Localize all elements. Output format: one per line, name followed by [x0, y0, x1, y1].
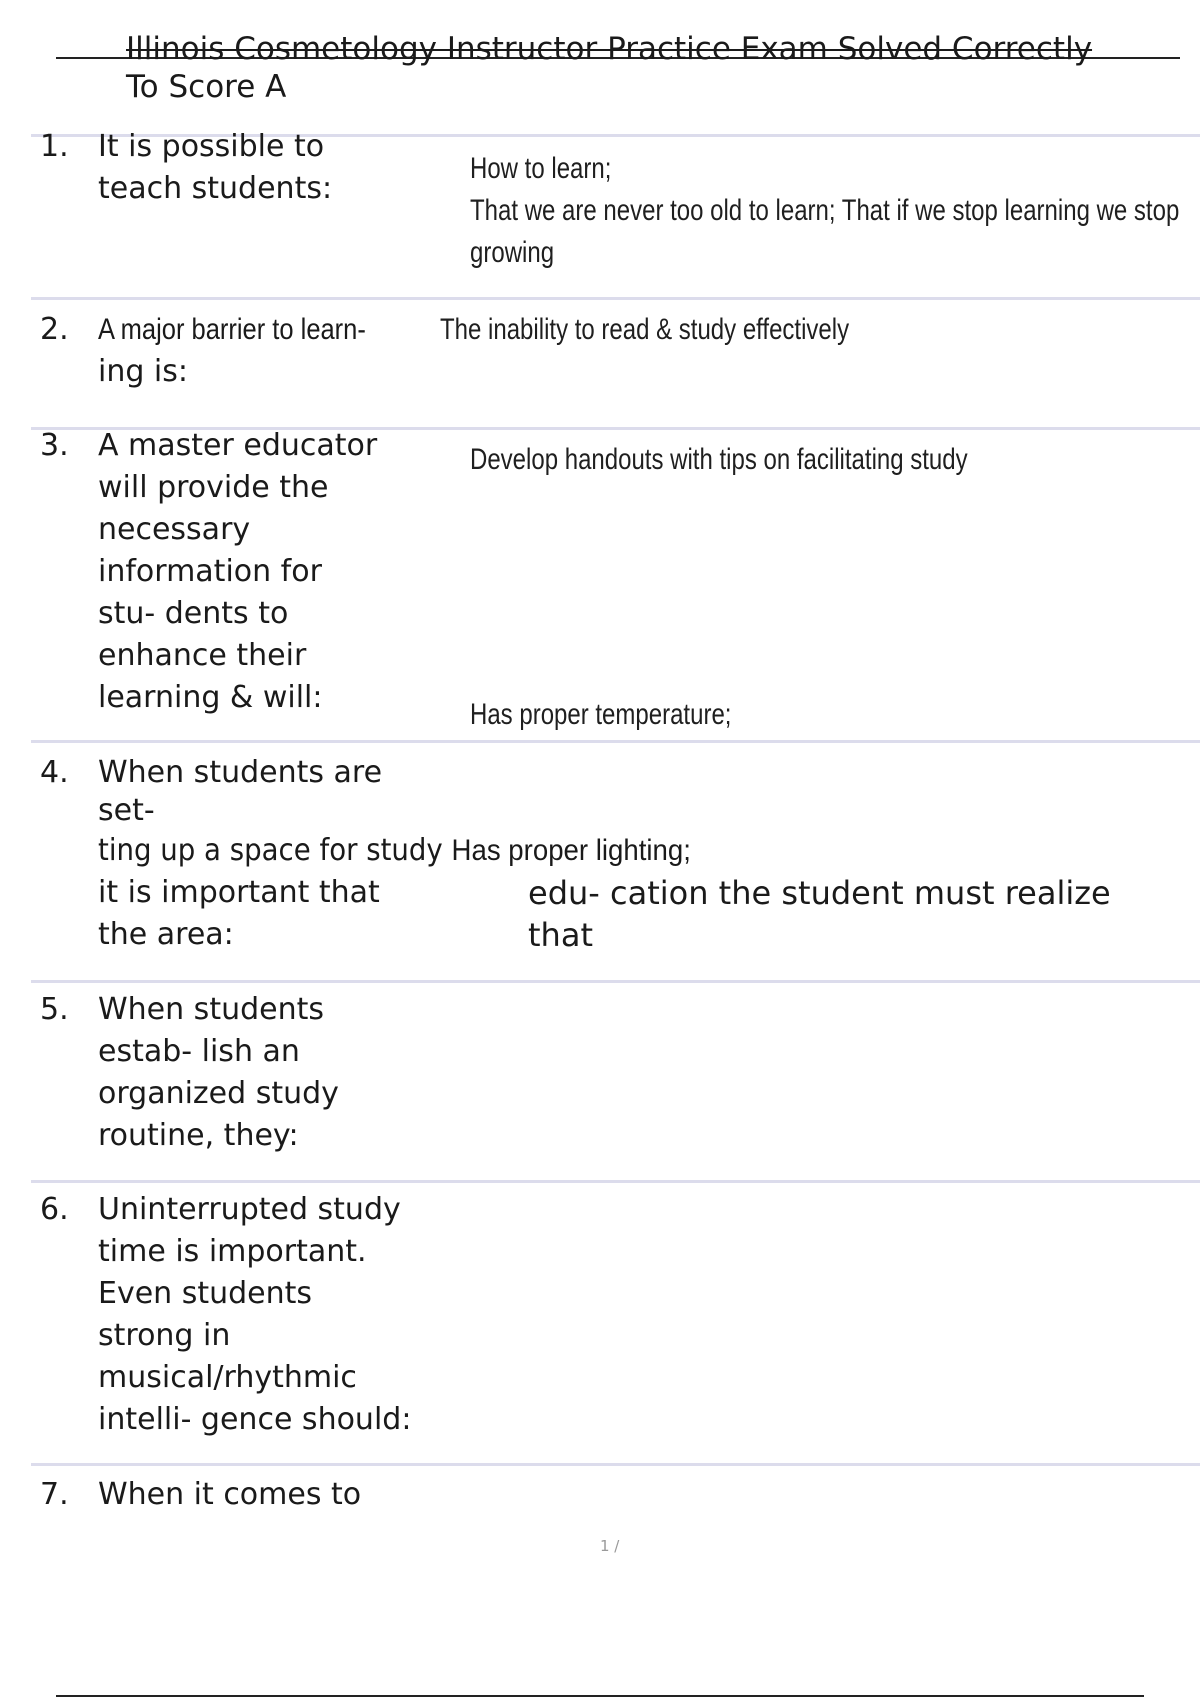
question-line: When it comes to	[98, 1477, 362, 1512]
question-line: musical/rhythmic	[98, 1360, 357, 1395]
question-2	[98, 309, 483, 393]
item-number: 4.	[40, 755, 69, 790]
answer-3-extra	[470, 694, 731, 736]
question-line: time is important.	[98, 1234, 367, 1269]
answer-2	[440, 309, 849, 351]
question-line: Even students	[98, 1276, 313, 1311]
divider	[31, 740, 1200, 743]
question-line: enhance their	[98, 638, 307, 673]
answer-line: Develop handouts with tips on facilitating study	[470, 443, 968, 476]
item-number: 6.	[40, 1192, 69, 1227]
question-line: it is important that	[98, 875, 380, 910]
question-line: ting up a space for study	[98, 833, 443, 868]
question-line: intelli- gence should:	[98, 1402, 412, 1437]
answer-line: growing	[470, 236, 555, 269]
question-line: Uninterrupted study	[98, 1192, 401, 1227]
answer-4: Has proper lighting;	[451, 834, 691, 867]
divider	[31, 980, 1200, 983]
question-6	[98, 1189, 483, 1441]
question-line: estab- lish an	[98, 1034, 300, 1069]
question-line: organized study	[98, 1076, 339, 1111]
item-number: 7.	[40, 1477, 69, 1512]
question-line: ing is:	[98, 354, 188, 389]
question-3	[98, 425, 483, 719]
answer-3	[470, 439, 968, 481]
page-number: 1 /	[600, 1537, 620, 1555]
item-number: 5.	[40, 992, 69, 1027]
question-5	[98, 989, 483, 1157]
item-number: 1.	[40, 129, 69, 164]
question-line: When students are	[98, 755, 383, 790]
answer-line: That we are never too old to learn; That if we stop learning we stop	[470, 194, 1180, 227]
question-line: learning & will:	[98, 680, 323, 715]
question-line: information for	[98, 554, 322, 589]
overflow-text	[528, 872, 1111, 956]
question-line: stu- dents to	[98, 596, 289, 631]
divider	[31, 1180, 1200, 1183]
document-title	[126, 30, 1196, 106]
question-line: A major barrier to learn-	[98, 313, 366, 346]
question-line: strong in	[98, 1318, 231, 1353]
question-line: necessary	[98, 512, 251, 547]
question-4-continued	[98, 872, 483, 956]
question-7	[98, 1474, 483, 1516]
item-number: 3.	[40, 428, 69, 463]
footer-rule	[56, 1695, 1144, 1697]
question-line: When students	[98, 992, 324, 1027]
question-line: set-	[98, 793, 155, 828]
item-number: 2.	[40, 312, 69, 347]
divider	[31, 297, 1200, 300]
question-line: will provide the	[98, 470, 329, 505]
question-line: teach students:	[98, 171, 333, 206]
question-line: It is possible to	[98, 129, 325, 164]
question-line: the area:	[98, 917, 234, 952]
answer-line: The inability to read & study effectively	[440, 313, 850, 346]
title-line-2: To Score A	[126, 69, 287, 105]
question-1	[98, 126, 483, 210]
overflow-line: edu- cation the student must realize	[528, 874, 1111, 912]
title-line-1: Illinois Cosmetology Instructor Practice Exam Solved Correctly	[126, 31, 1093, 67]
answer-1	[470, 148, 1179, 274]
divider	[31, 1463, 1200, 1466]
question-line: routine, they:	[98, 1118, 299, 1153]
overflow-line: that	[528, 916, 593, 954]
question-line: A master educator	[98, 428, 378, 463]
answer-line: Has proper temperature;	[470, 698, 732, 731]
question-4-mixed-line	[98, 830, 691, 872]
answer-line: How to learn;	[470, 152, 612, 185]
question-4	[98, 752, 483, 828]
